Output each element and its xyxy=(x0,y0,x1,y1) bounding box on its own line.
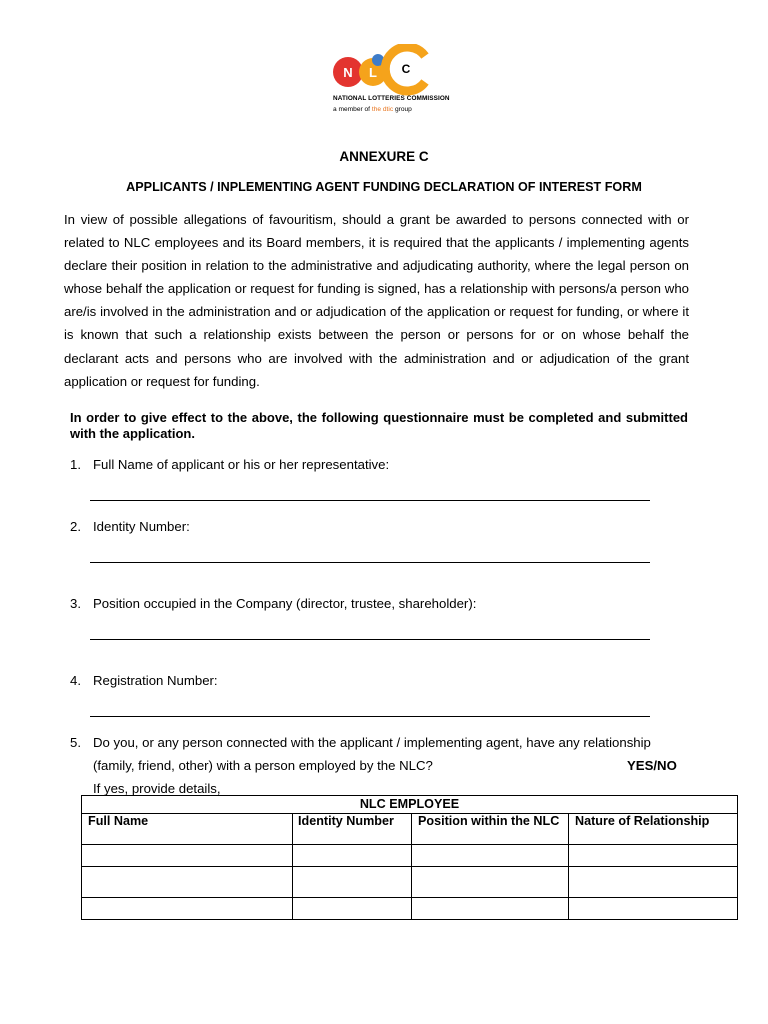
question-5-text-line-2: (family, friend, other) with a person employed by the NLC? xyxy=(93,758,433,773)
question-number: 5. xyxy=(70,735,81,750)
logo-tagline-brand: the dtic xyxy=(371,106,394,113)
question-text: Position occupied in the Company (director, trustee, shareholder): xyxy=(93,596,477,611)
logo-tagline-suffix: group xyxy=(393,106,412,113)
logo-letter-n: N xyxy=(343,65,353,80)
table-row xyxy=(82,867,738,898)
table-cell[interactable] xyxy=(82,845,293,867)
answer-line-3[interactable] xyxy=(90,639,650,640)
table-cell[interactable] xyxy=(412,898,569,920)
logo-tagline xyxy=(333,106,443,113)
logo-name: NATIONAL LOTTERIES COMMISSION xyxy=(333,95,450,102)
question-text: Full Name of applicant or his or her representative: xyxy=(93,457,390,472)
logo-tagline-prefix: a member of xyxy=(333,106,372,113)
table-caption: NLC EMPLOYEE xyxy=(82,796,738,814)
table-cell[interactable] xyxy=(293,845,412,867)
column-header-position: Position within the NLC xyxy=(412,814,569,845)
answer-line-2[interactable] xyxy=(90,562,650,563)
question-number: 3. xyxy=(70,596,81,611)
question-number: 1. xyxy=(70,457,81,472)
question-number: 4. xyxy=(70,673,81,688)
table-cell[interactable] xyxy=(569,867,738,898)
table-header-row xyxy=(82,814,738,845)
table-row xyxy=(82,898,738,920)
question-5-text-line-1: Do you, or any person connected with the applicant / implementing agent, have any relationship xyxy=(93,735,651,750)
table-cell[interactable] xyxy=(569,898,738,920)
table-cell[interactable] xyxy=(569,845,738,867)
nlc-logo xyxy=(330,44,450,124)
table-cell[interactable] xyxy=(412,867,569,898)
answer-line-1[interactable] xyxy=(90,500,650,501)
nlc-logo-graphic xyxy=(330,44,435,96)
table-cell[interactable] xyxy=(412,845,569,867)
table-row xyxy=(82,845,738,867)
logo-letter-c: C xyxy=(401,62,411,76)
column-header-relationship: Nature of Relationship xyxy=(569,814,738,845)
table-cell[interactable] xyxy=(82,898,293,920)
question-text: Registration Number: xyxy=(93,673,218,688)
intro-paragraph: In view of possible allegations of favouritism, should a grant be awarded to persons connected with or related to NLC employees and its Board members, it is required that the applicants / implementing agents declare their position in relation to the administrative and adjudicating authority, where the legal person on whose behalf the application or request for funding is signed, has a relationship with persons/a person who are/is involved in the administration and or adjudication of the application or request for funding, or where it is known that such a relationship exists between the person or persons for or on whose behalf the declarant acts and persons who are involved with the administration and or adjudication of the grant application or request for funding. xyxy=(64,212,689,389)
column-header-identity-number: Identity Number xyxy=(293,814,412,845)
table-cell[interactable] xyxy=(82,867,293,898)
yes-no-option[interactable]: YES/NO xyxy=(627,758,677,773)
table-cell[interactable] xyxy=(293,867,412,898)
answer-line-4[interactable] xyxy=(90,716,650,717)
table-cell[interactable] xyxy=(293,898,412,920)
column-header-full-name: Full Name xyxy=(82,814,293,845)
form-title: APPLICANTS / INPLEMENTING AGENT FUNDING DECLARATION OF INTEREST FORM xyxy=(126,180,642,194)
question-text: Identity Number: xyxy=(93,519,190,534)
nlc-employee-table xyxy=(81,795,738,920)
question-number: 2. xyxy=(70,519,81,534)
question-5-text-line-3: If yes, provide details, xyxy=(93,781,221,796)
annexure-heading: ANNEXURE C xyxy=(339,149,429,164)
logo-letter-l: L xyxy=(369,65,377,80)
instruction-paragraph: In order to give effect to the above, the following questionnaire must be completed and submitted with the application. xyxy=(70,410,688,441)
